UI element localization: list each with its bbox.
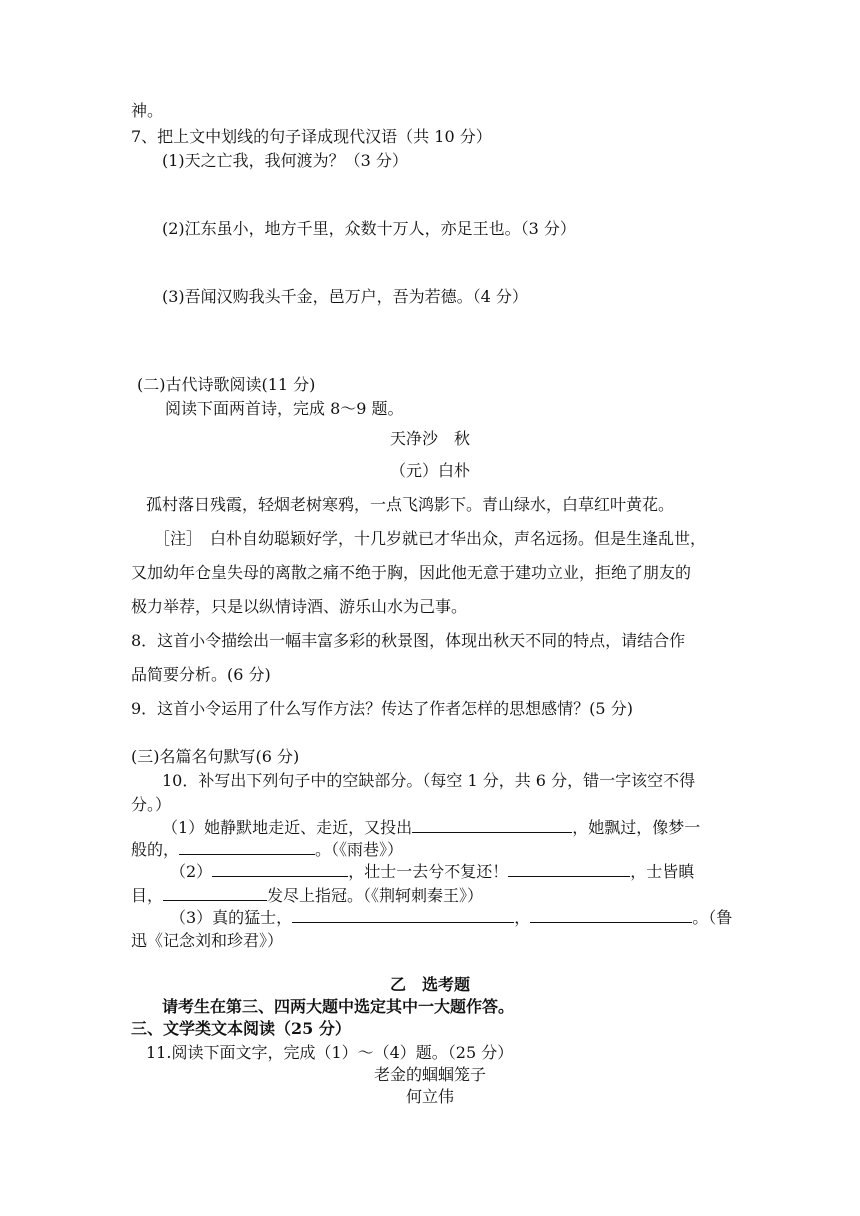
poem-title: 天净沙 秋	[389, 429, 470, 448]
poem-body: 孤村落日残霞，轻烟老树寒鸦，一点飞鸿影下。青山绿水，白草红叶黄花。	[146, 495, 675, 514]
blank-field	[292, 906, 514, 923]
story-author: 何立伟	[405, 1087, 454, 1106]
story-title: 老金的蝈蝈笼子	[373, 1065, 486, 1084]
note-line-2: 又加幼年仓皇失母的离散之痛不绝于胸，因此他无意于建功立业，拒绝了朋友的	[131, 563, 692, 582]
question-10-line-2: 分。）	[131, 795, 172, 814]
question-10-line-1: 10．补写出下列句子中的空缺部分。（每空 1 分，共 6 分，错一字该空不得	[162, 771, 696, 790]
blank-field	[508, 860, 630, 877]
blank-field	[163, 884, 267, 901]
question-11: 11.阅读下面文字，完成（1）～（4）题。（25 分）	[146, 1043, 514, 1062]
fill-item-3-line-1: （3）真的猛士， ， 。（鲁	[170, 908, 733, 927]
question-7-item-2: (2)江东虽小，地方千里，众数十万人，亦足王也。（3 分）	[162, 219, 576, 238]
part-b-instruction: 请考生在第三、四两大题中选定其中一大题作答。	[162, 997, 515, 1016]
question-7-item-1: (1)天之亡我，我何渡为？（3 分）	[162, 151, 408, 170]
question-8-line-2: 品简要分析。(6 分)	[131, 665, 271, 684]
question-7: 7、把上文中划线的句子译成现代汉语（共 10 分）	[131, 127, 492, 146]
question-9: 9．这首小令运用了什么写作方法？传达了作者怎样的思想感情？(5 分)	[131, 699, 633, 718]
section-heading-poetry: (二)古代诗歌阅读(11 分)	[137, 375, 316, 394]
note-line-3: 极力举荐，只是以纵情诗酒、游乐山水为己事。	[131, 597, 468, 616]
question-7-item-3: (3)吾闻汉购我头千金，邑万户，吾为若德。（4 分）	[162, 287, 528, 306]
question-8-line-1: 8．这首小令描绘出一幅丰富多彩的秋景图，体现出秋天不同的特点，请结合作	[131, 631, 686, 650]
text-line: 神。	[131, 101, 164, 120]
part-b-heading: 乙 选考题	[389, 975, 470, 994]
blank-field	[179, 838, 315, 855]
blank-field	[212, 860, 348, 877]
poem-author: （元）白朴	[389, 461, 470, 480]
section-intro: 阅读下面两首诗，完成 8～9 题。	[165, 399, 404, 418]
note-line-1: ［注］ 白朴自幼聪颖好学，十几岁就已才华出众，声名远扬。但是生逢乱世，	[154, 529, 707, 548]
fill-item-3-line-2: 迅《记念刘和珍君》）	[131, 931, 284, 950]
blank-field	[530, 906, 692, 923]
fill-item-1-line-2: 般的， 。（《雨巷》）	[131, 840, 404, 859]
blank-field	[412, 816, 572, 833]
fill-item-2-line-2: 目， 发尽上指冠。（《荆轲刺秦王》）	[131, 886, 484, 905]
section-heading-dictation: (三)名篇名句默写(6 分)	[131, 747, 300, 766]
fill-item-2-line-1: （2） ，壮士一去兮不复还！ ，士皆瞋	[170, 862, 695, 881]
section-heading-literature: 三、文学类文本阅读（25 分）	[131, 1019, 351, 1038]
fill-item-1-line-1: （1）她静默地走近、走近，又投出 ，她飘过，像梦一	[162, 818, 701, 837]
